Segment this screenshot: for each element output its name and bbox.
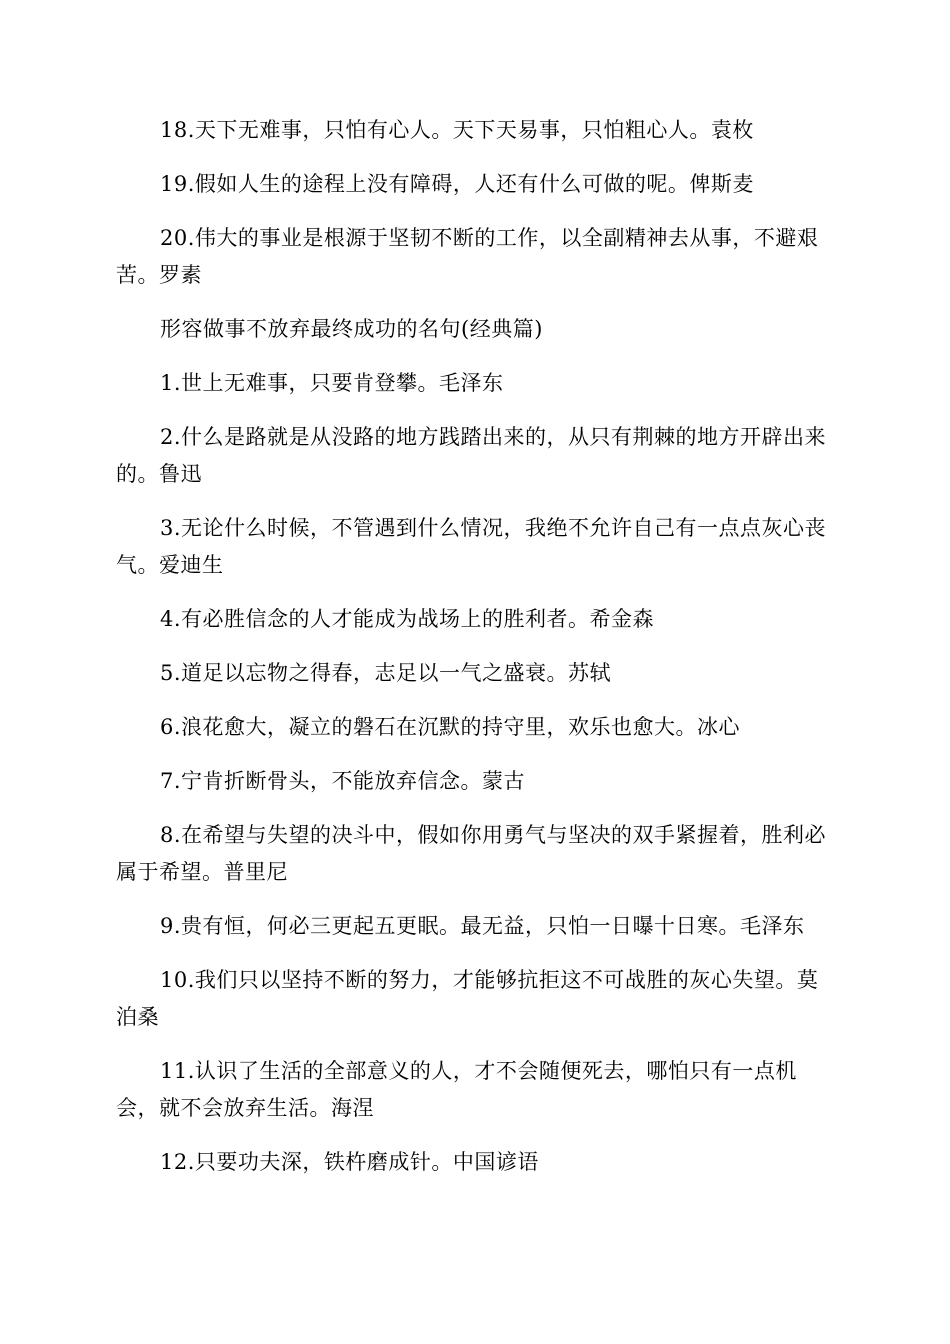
quote-paragraph: 3.无论什么时候，不管遇到什么情况，我绝不允许自己有一点点灰心丧气。爱迪生 xyxy=(116,516,827,577)
quote-paragraph: 2.什么是路就是从没路的地方践踏出来的，从只有荆棘的地方开辟出来的。鲁迅 xyxy=(116,425,827,486)
quote-paragraph: 18.天下无难事，只怕有心人。天下天易事，只怕粗心人。袁枚 xyxy=(160,118,754,142)
quote-paragraph: 5.道足以忘物之得春，志足以一气之盛衰。苏轼 xyxy=(160,661,612,685)
quote-paragraph: 20.伟大的事业是根源于坚韧不断的工作，以全副精神去从事，不避艰苦。罗素 xyxy=(116,226,819,287)
quote-paragraph: 4.有必胜信念的人才能成为战场上的胜利者。希金森 xyxy=(160,607,655,631)
quote-paragraph: 11.认识了生活的全部意义的人，才不会随便死去，哪怕只有一点机会，就不会放弃生活。海涅 xyxy=(116,1059,797,1120)
quote-paragraph: 10.我们只以坚持不断的努力，才能够抗拒这不可战胜的灰心失望。莫泊桑 xyxy=(116,968,819,1029)
section-heading: 形容做事不放弃最终成功的名句(经典篇) xyxy=(160,317,543,341)
quote-paragraph: 19.假如人生的途程上没有障碍，人还有什么可做的呢。俾斯麦 xyxy=(160,172,754,196)
document-body xyxy=(116,112,836,1198)
quote-paragraph: 12.只要功夫深，铁杵磨成针。中国谚语 xyxy=(160,1150,539,1174)
quote-paragraph: 1.世上无难事，只要肯登攀。毛泽东 xyxy=(160,371,504,395)
quote-paragraph: 8.在希望与失望的决斗中，假如你用勇气与坚决的双手紧握着，胜利必属于希望。普里尼 xyxy=(116,823,827,884)
quote-paragraph: 6.浪花愈大，凝立的磐石在沉默的持守里，欢乐也愈大。冰心 xyxy=(160,715,741,739)
quote-paragraph: 9.贵有恒，何必三更起五更眠。最无益，只怕一日曝十日寒。毛泽东 xyxy=(160,914,805,938)
quote-paragraph: 7.宁肯折断骨头，不能放弃信念。蒙古 xyxy=(160,769,526,793)
